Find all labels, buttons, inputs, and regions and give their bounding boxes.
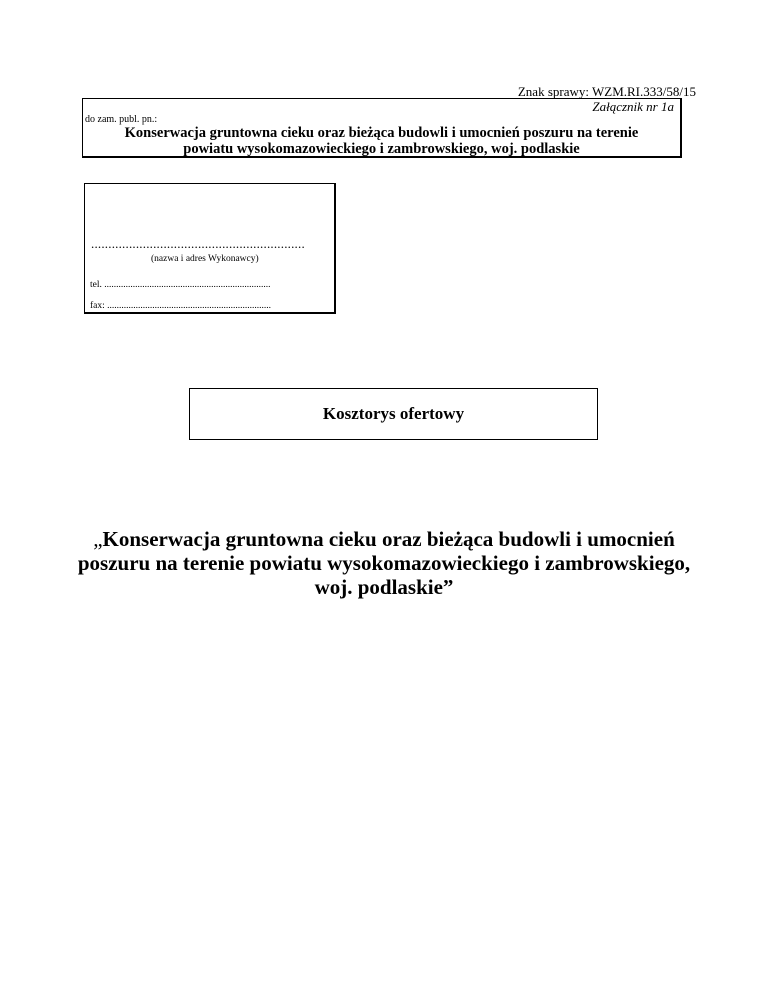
document-subject (60, 527, 708, 599)
subject-line-1 (60, 527, 708, 551)
contractor-fax-field: fax: ..................................................................... (90, 301, 272, 311)
subject-line-3: woj. podlaskie” (314, 575, 454, 599)
header-box (82, 98, 682, 158)
header-subject-line-1: Konserwacja gruntowna cieku oraz bieżąca budowli i umocnień poszuru na terenie (124, 125, 639, 141)
order-label: do zam. publ. pn.: (85, 114, 158, 125)
case-number: Znak sprawy: WZM.RI.333/58/15 (517, 84, 696, 99)
header-subject (83, 125, 680, 157)
header-subject-line-2: powiatu wysokomazowieckiego i zambrowskiego, woj. podlaskie (183, 141, 580, 157)
attachment-label: Załącznik nr 1a (592, 99, 674, 114)
contractor-name-field: .............................................................. (91, 236, 305, 251)
contractor-box (84, 183, 336, 314)
contractor-tel-field: tel. ...................................................................... (90, 280, 271, 290)
subject-line-2: poszuru na terenie powiatu wysokomazowieckiego i zambrowskiego, (77, 551, 691, 575)
document-title: Kosztorys ofertowy (322, 404, 465, 423)
quote-open: „ (93, 527, 103, 551)
contractor-caption: (nazwa i adres Wykonawcy) (151, 254, 259, 264)
subject-line-1-text: Konserwacja gruntowna cieku oraz bieżąca budowli i umocnień (102, 527, 675, 551)
document-title-box (189, 388, 598, 440)
